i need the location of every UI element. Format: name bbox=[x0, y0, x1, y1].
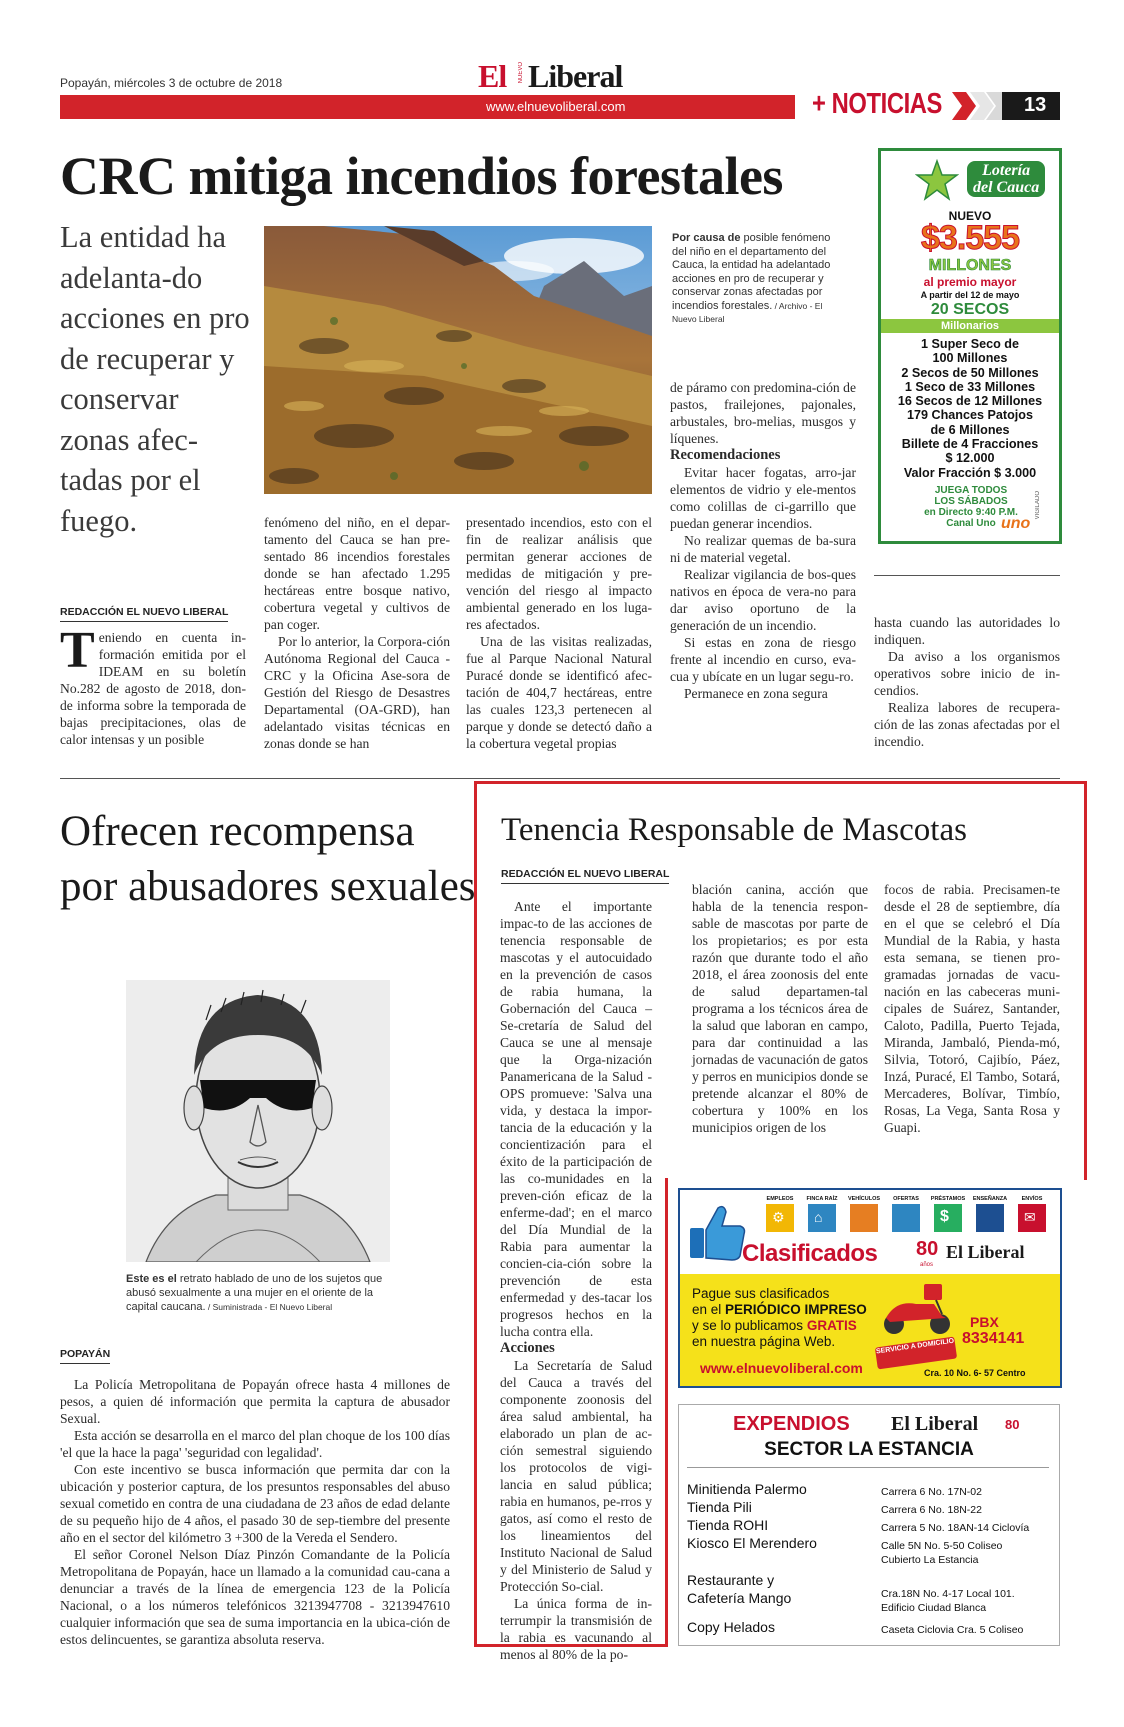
clasificados-message: Pague sus clasificados en el PERIÓDICO IMPRESO y se lo publicamos GRATIS en nuestra página Web. bbox=[692, 1286, 867, 1349]
header-red-bar bbox=[60, 95, 795, 119]
subheading: Recomendaciones bbox=[670, 447, 781, 463]
article-headline: CRC mitiga incendios forestales bbox=[60, 146, 783, 206]
category-label: EMPLEOS bbox=[766, 1196, 794, 1202]
article-column-3: presentado incendios, esto con el fin de realizar análisis que permitan generar acciones de medidas de mitigación y pre-vención del riesgo al impacto ambiental generado en los luga-res afectados. Una de las visitas realizadas, fue al Parque Nacional Natural Puracé donde se identificó afec-tación de 404,7 hectáreas, entre las cuales 123,3 pertenecen al parque y donde se detectó daño a la cobertura vegetal propias bbox=[466, 515, 652, 751]
vigilado-mark: VIGILADO bbox=[1035, 491, 1041, 520]
lottery-amount: $3.555 bbox=[921, 219, 1019, 257]
category-label: VEHÍCULOS bbox=[847, 1196, 881, 1202]
clasificados-address: Cra. 10 No. 6- 57 Centro bbox=[924, 1368, 1026, 1378]
expendios-divider bbox=[687, 1467, 1049, 1468]
mascotas-column-3: focos de rabia. Precisamen-te desde el 28 de septiembre, día en el que se celebró el Día Mundial de la Rabia, y hasta esta semana, se tienen pro-gramadas jornadas de vacu-nación en las cabeceras muni-cipales de Suárez, Santander, Caloto, Padilla, Puerto Tejada, Miranda, Jambaló, Pienda-mó, Silvia, Totoró, Cajibío, Páez, Inzá, Puracé, El Tambo, Sotará, Mercaderes, Bolívar, Timbío, Rosas, La Vega, Santa Rosa y Guapi. bbox=[884, 882, 1060, 1135]
expendio-name: Tienda Pili bbox=[687, 1499, 752, 1515]
section-divider bbox=[60, 778, 1060, 779]
article-byline: REDACCIÓN EL NUEVO LIBERAL bbox=[60, 606, 228, 622]
expendio-address: Carrera 5 No. 18AN-14 Ciclovía bbox=[881, 1522, 1030, 1534]
mascotas-column-2: blación canina, acción que habla de la tenencia respon-sable de mascotas por parte de los propietarios; es por esta razón que durante todo el año 2018, el área zoonosis del ente de salud departamen-tal programa a los técnicos área de la salud que laboran en campo, para dar continuidad a las jornadas de vacunación de gatos y perros en municipios donde se pretende alcanzar el 80% de cobertura y 100% en los municipios origen de los bbox=[692, 882, 868, 1135]
article-headline-3: Tenencia Responsable de Mascotas bbox=[501, 812, 967, 848]
pbx-number[interactable]: 8334141 bbox=[962, 1330, 1025, 1347]
expendio-address: Cra.18N No. 4-17 Local 101. Edificio Ciudad Blanca bbox=[881, 1588, 1015, 1614]
anniversary-label: años bbox=[920, 1262, 934, 1268]
website-url[interactable]: www.elnuevoliberal.com bbox=[486, 99, 626, 114]
lottery-secos: 20 SECOS bbox=[930, 301, 1010, 318]
lottery-ad[interactable] bbox=[878, 148, 1062, 544]
article-byline-3: REDACCIÓN EL NUEVO LIBERAL bbox=[501, 868, 669, 884]
article-byline-2: POPAYÁN bbox=[60, 1348, 110, 1364]
expendio-address: Carrera 6 No. 18N-22 bbox=[881, 1504, 982, 1516]
photo-caption: Por causa de posible fenómeno del niño en el departamento del Cauca, la entidad ha adelantado acciones en pro de recuperar y conservar zonas afectadas por incendios forestales. / Archivo - El Nuevo Liberal bbox=[672, 232, 831, 324]
subheading-acciones: Acciones bbox=[500, 1340, 555, 1356]
page-number: 13 bbox=[1024, 94, 1047, 116]
canal-uno-logo: uno bbox=[1001, 515, 1031, 532]
lottery-premio: al premio mayor bbox=[923, 275, 1017, 289]
clasificados-web[interactable]: www.elnuevoliberal.com bbox=[700, 1360, 863, 1376]
lottery-desde: A partir del 12 de mayo bbox=[920, 290, 1020, 300]
issue-date: Popayán, miércoles 3 de octubre de 2018 bbox=[60, 76, 283, 90]
expendio-name: Copy Helados bbox=[687, 1619, 775, 1635]
article-column-4: de páramo con predomina-ción de pastos, frailejones, pajonales, arbustales, bro-melias, musgos y líquenes. Recomendaciones Evitar hacer fogatas, arro-jar elementos de vidrio y ele-mentos como colillas de ci-garrillo que puedan generar incendios. No realizar quemas de ba-sura ni de material vegetal. Realizar vigilancia de bos-ques nativos en época de vera-no para dar aviso oportuno de la generación de un incendio. Si estas en zona de riesgo frente al incendio en curso, eva-cua y ubícate en un lugar segu-ro. Permanece en zona segura bbox=[670, 380, 856, 701]
article-2-body: La Policía Metropolitana de Popayán ofrece hasta 4 millones de pesos, a quien dé información que permita la captura de abusador Sexual. Esta acción se desarrolla en el marco del plan choque de los 100 días 'el que la hace la paga' 'seguridad con legalidad'. Con este incentivo se busca información que permita dar con la ubicación y posterior captura, de los presuntos responsables del abuso sexual cometido en contra de una ciudadana de 23 años de edad delante de su pequeño hijo de 4 años, el pasado 30 de sep-tiembre del presente año en el sector del kilómetro 3 +300 de la Vereda el Sendero. El señor Coronel Nelson Díaz Pinzón Comandante de la Policía Metropolitana de Popayán, hace un llamado a la comunidad cau-cana a denunciar a través de la línea de emergencia 123 de la Policía Nacional, o a los números telefónicos 3213947708 - 3213947610 cualquier información que sea de suma importancia en la ubica-ción de estos delincuentes, se garantiza absoluta reserva. bbox=[60, 1377, 450, 1647]
star-icon bbox=[915, 159, 959, 203]
expendio-name: Kiosco El Merendero bbox=[687, 1535, 817, 1551]
divider bbox=[874, 575, 1060, 576]
clasificados-ad[interactable] bbox=[678, 1188, 1062, 1388]
expendios-sector: SECTOR LA ESTANCIA bbox=[764, 1439, 974, 1460]
expendios-brand: El Liberal bbox=[891, 1413, 979, 1435]
clasificados-title: Clasificados bbox=[742, 1240, 878, 1267]
expendio-address: Caseta Ciclovia Cra. 5 Coliseo bbox=[881, 1624, 1024, 1636]
category-label: ENSEÑANZA bbox=[972, 1196, 1008, 1202]
article-headline-2: Ofrecen recompensa por abusadores sexuales bbox=[60, 808, 476, 910]
article-column-2: fenómeno del niño, en el depar-tamento del Cauca se han pre-sentado 86 incendios forestales donde se han afectado 1.295 hectáreas entre bosque nativo, cobertura vegetal y cultivos de pan coger. Por lo anterior, la Corpora-ción Autónoma Regional del Cauca - CRC y la Oficina Ase-sora de Gestión del Riesgo de Desastres Departamental (OA-GRD), han adelantado visitas técnicas en zonas donde se han bbox=[264, 515, 450, 751]
expendio-address: Carrera 6 No. 17N-02 bbox=[881, 1486, 982, 1498]
sketch-caption: Este es el retrato hablado de uno de los sujetos que abusó sexualmente a una mujer en el oriente de la capital caucana. / Suministrada - El Nuevo Liberal bbox=[126, 1273, 383, 1313]
anniversary-number: 80 bbox=[916, 1238, 939, 1260]
category-label: PRÉSTAMOS bbox=[930, 1196, 966, 1202]
expendio-address: Calle 5N No. 5-50 Coliseo Cubierto La Estancia bbox=[881, 1540, 1003, 1566]
article-column-5: hasta cuando las autoridades lo indiquen. Da aviso a los organismos operativos sobre inicio de in-cendios. Realiza labores de recupera-ción de las zonas afectadas por el incendio. bbox=[874, 615, 1060, 749]
servicio-domicilio-badge: SERVICIO A DOMICILIO bbox=[875, 1337, 957, 1370]
car-icon bbox=[850, 1204, 878, 1232]
newspaper-logo: El NUEVO Liberal bbox=[478, 58, 623, 94]
expendio-name: Minitienda Palermo bbox=[687, 1481, 807, 1497]
category-label: ENVÍOS bbox=[1021, 1196, 1043, 1202]
expendios-anniversary: 80 bbox=[1005, 1417, 1020, 1432]
lottery-prize-list: 1 Super Seco de 100 Millones 2 Secos de 50 Millones 1 Seco de 33 Millones 16 Secos de 12 Millones 179 Chances Patojos de 6 Millones Billete de 4 Fracciones $ 12.000 Valor Fracción $ 3.000 bbox=[897, 337, 1043, 480]
offers-icon bbox=[892, 1204, 920, 1232]
expendio-name: Restaurante y Cafetería Mango bbox=[687, 1572, 792, 1606]
scooter-icon bbox=[876, 1278, 956, 1338]
pbx-label: PBX bbox=[970, 1314, 999, 1330]
expendios-title: EXPENDIOS bbox=[733, 1413, 850, 1435]
category-label: FINCA RAÍZ bbox=[806, 1196, 838, 1202]
clasificados-brand: El Liberal bbox=[946, 1242, 1025, 1262]
article-column-1: Teniendo en cuenta in-formación emitida por el IDEAM en su boletín No.282 de agosto de 2018, don-de informa sobre la temporada de bajas precipitaciones, olas de calor intensas y un posible bbox=[60, 622, 246, 747]
suspect-sketch-image bbox=[126, 980, 390, 1262]
category-label: OFERTAS bbox=[893, 1196, 919, 1202]
graduation-cap-icon bbox=[976, 1204, 1004, 1232]
article-lede: La entidad ha adelanta-do acciones en pro de recuperar y conservar zonas afec-tadas por el fuego. bbox=[60, 220, 250, 538]
lottery-millones: MILLONES bbox=[928, 257, 1012, 274]
lottery-brand: Lotería del Cauca bbox=[967, 161, 1045, 197]
mountain-photo bbox=[264, 226, 652, 494]
category-strip: EMPLEOS FINCA RAÍZ VEHÍCULOS OFERTAS PRÉSTAMOS ENSEÑANZA ENVÍOS ⚙ ⌂ $ ✉ bbox=[762, 1196, 1052, 1238]
lottery-nuevo: NUEVO bbox=[948, 209, 992, 223]
section-chevrons-icon bbox=[952, 92, 1004, 120]
thumbs-up-icon bbox=[686, 1200, 750, 1264]
lottery-secos-sub: Millonarios bbox=[881, 319, 1059, 333]
expendios-ad[interactable] bbox=[678, 1404, 1060, 1646]
drop-cap: T bbox=[60, 622, 95, 679]
mascotas-column-1: Ante el importante impac-to de las acciones de tenencia responsable de mascotas y el autocuidado en la prevención de casos de rabia humana, la Gobernación del Cauca – Se-cretaría de Salud del Cauca se une al mensaje que la Orga-nización Panamericana de la Salud - OPS promueve: 'Salva una vida, y destaca la impor-tancia de la educación y la concientización para el éxito de la participación de las co-munidades en la preven-ción eficaz de la enferme-dad'; en el marco del Día Mundial de la Rabia para aumentar la concien-cia-ción sobre la prevención de esta enfermedad y des-tacar los progresos hechos en la lucha contra ella. Acciones La Secretaría de Salud del Cauca a través del componente zoonosis del área salud ambiental, ha elaborado un plan de ac-ción semestral siguiendo los protocolos de vigi-lancia en salud pública; rabia en humanos, pe-rros y gatos, así como el resto de los lineamientos del Instituto Nacional de Salud y del Ministerio de Salud y Protección So-cial. La única forma de in-terrumpir la transmisión de la rabia es vacunando al menos al 80% de la po- bbox=[500, 899, 652, 1662]
section-label: + NOTICIAS bbox=[812, 88, 943, 120]
expendio-name: Tienda ROHI bbox=[687, 1517, 769, 1533]
lottery-schedule: JUEGA TODOS LOS SÁBADOS en Directo 9:40 P.M. Canal Uno bbox=[924, 485, 1018, 529]
